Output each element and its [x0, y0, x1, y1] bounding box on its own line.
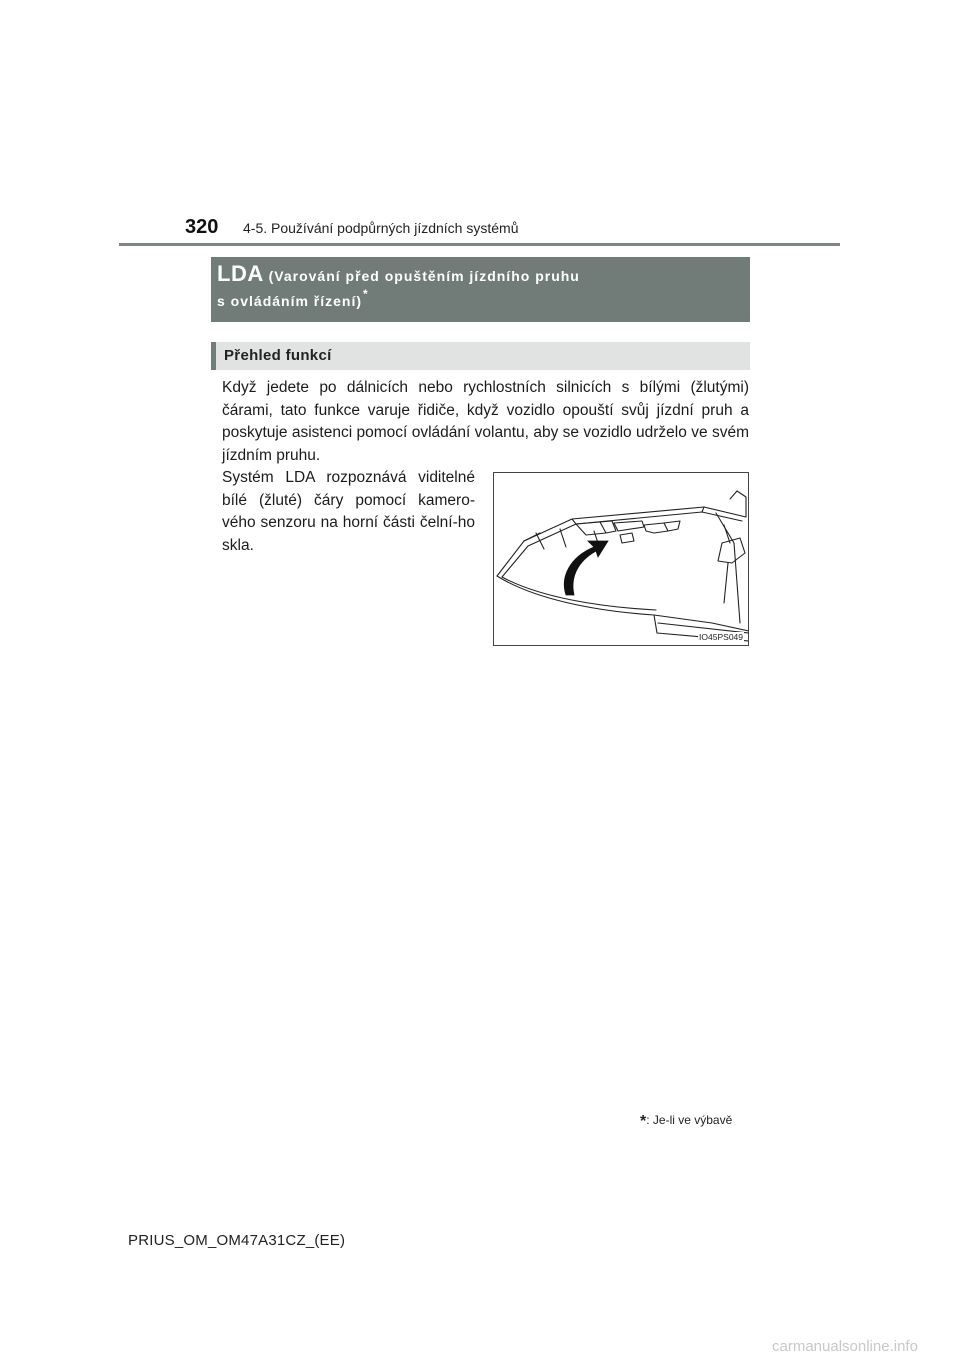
subheading-accent	[211, 342, 216, 370]
section-title-paren: (Varování před opuštěním jízdního pruhu	[263, 268, 580, 284]
windshield-camera-illustration	[493, 472, 749, 646]
asterisk-icon: *	[363, 287, 369, 301]
watermark: carmanualsonline.info	[772, 1338, 918, 1355]
page-number: 320	[185, 216, 219, 238]
footnote	[640, 1111, 732, 1129]
section-title-line2	[217, 287, 369, 309]
section-title-box	[211, 257, 750, 322]
subheading-label: Přehled funkcí	[224, 347, 332, 364]
figure-code: IO45PS049	[699, 632, 743, 642]
windshield-line-drawing	[494, 473, 749, 646]
subheading-bar	[211, 342, 750, 370]
body-paragraph-2: Systém LDA rozpoznává viditelné bílé (žluté) čáry pomocí kamero-vého senzoru na horní části čelní-ho skla.	[222, 469, 475, 554]
section-title-line2-text: s ovládáním řízení)	[217, 293, 363, 309]
footnote-text: : Je-li ve výbavě	[646, 1113, 733, 1127]
header-divider	[119, 243, 840, 246]
section-title-abbrev: LDA	[217, 261, 264, 286]
section-title-line1	[217, 261, 580, 287]
body-paragraph-1: Když jedete po dálnicích nebo rychlostních silnicích s bílými (žlutými) čárami, tato funkce varuje řidiče, když vozidlo opouští svůj jízdní pruh a poskytuje asistenci pomocí ovládání volantu, aby se vozidlo udrželo ve svém jízdním pruhu.	[222, 379, 749, 464]
asterisk-icon: *	[640, 1113, 647, 1130]
document-id: PRIUS_OM_OM47A31CZ_(EE)	[128, 1232, 346, 1249]
section-path: 4-5. Používání podpůrných jízdních systémů	[243, 220, 519, 236]
